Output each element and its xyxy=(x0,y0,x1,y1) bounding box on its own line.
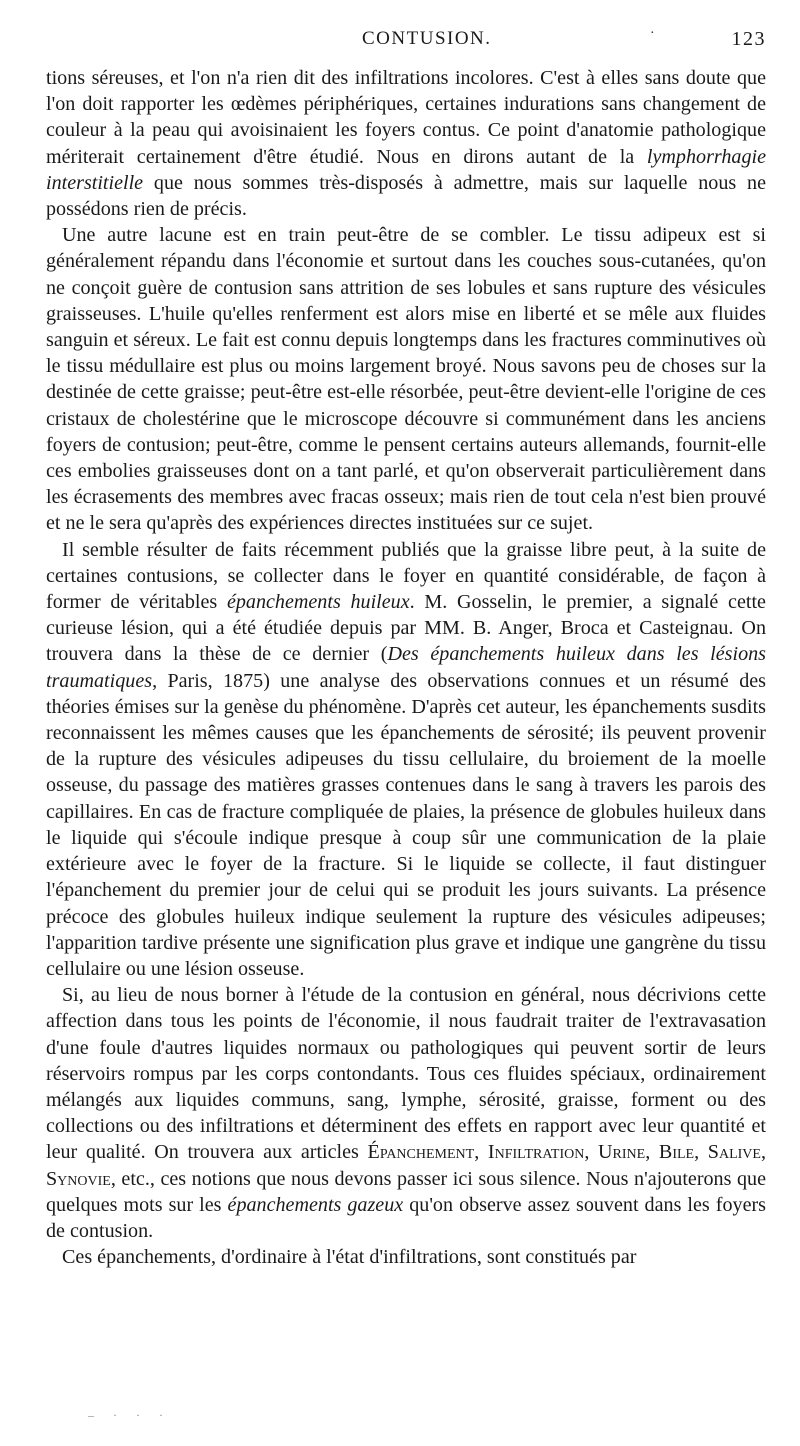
running-title: CONTUSION. xyxy=(362,28,492,49)
text-run: que nous sommes très-disposés à admettre, mais sur laquelle nous ne possédons rien de précis. xyxy=(46,171,766,221)
text-run: , xyxy=(645,1141,659,1164)
page-number: 123 xyxy=(731,28,766,50)
text-run: Ces épanchements, d'ordinaire à l'état d'infiltrations, sont constitués par xyxy=(62,1246,637,1269)
small-caps-text: Urine xyxy=(598,1141,646,1164)
italic-text: Des épanchements huileux dans les lésions traumatiques xyxy=(46,643,766,692)
italic-text: épanchements gazeux xyxy=(227,1193,404,1216)
paragraph xyxy=(46,982,766,1244)
text-run: qu'on observe assez souvent dans les foyers de contusion. xyxy=(46,1193,766,1242)
paragraph xyxy=(46,222,766,536)
text-run: , xyxy=(474,1141,488,1164)
text-run: , etc., ces notions que nous devons passer ici sous silence. Nous n'ajouterons que quelques mots sur les xyxy=(46,1167,766,1216)
paragraph xyxy=(46,537,766,982)
footer-marks: – · · · xyxy=(88,1408,171,1422)
header-mark: · xyxy=(650,26,657,41)
paragraph xyxy=(46,65,766,222)
small-caps-text: Infiltration xyxy=(487,1141,585,1164)
text-run: . M. Gosselin, le premier, a signalé cette curieuse lésion, qui a été étudiée depuis par MM. B. Anger, Broca et Casteignau. On trouvera dans la thèse de ce dernier ( xyxy=(46,591,766,666)
text-run: , xyxy=(760,1141,766,1164)
body-text xyxy=(46,65,766,1270)
text-run: Il semble résulter de faits récemment publiés que la graisse libre peut, à la suite de certaines contusions, se collecter dans le foyer en quantité considérable, de façon à former de véritables xyxy=(46,538,766,614)
small-caps-text: Salive xyxy=(707,1141,761,1164)
italic-text: épanchements huileux xyxy=(226,591,410,614)
italic-text: lymphorrhagie interstitielle xyxy=(46,145,766,194)
paragraph xyxy=(46,1244,766,1270)
running-header xyxy=(46,28,772,58)
text-run: Une autre lacune est en train peut-être de se combler. Le tissu adipeux est si généralement répandu dans l'économie et surtout dans les couches sous-cutanées, qu'on ne conçoit guère de contusion sans attrition de ses lobules et sans rupture des vésicules graisseuses. L'huile qu'elles renferment est alors mise en liberté et se mêle aux fluides sanguin et séreux. Le fait est connu depuis longtemps dans les fractures comminutives où le tissu médullaire est plus ou moins largement broyé. Nous savons peu de choses sur la destinée de cette graisse; peut-être est-elle résorbée, peut-être devient-elle l'origine de ces cristaux de cholestérine que le microscope découvre si communément dans les anciens foyers de contusion; peut-être, comme le pensent certains auteurs allemands, fournit-elle ces embolies graisseuses dont on a tant parlé, et qu'on observerait particulièrement dans les écrasements des membres avec fracas osseux; mais rien de tout cela n'est bien prouvé et ne le sera qu'après des expériences directes instituées sur ce sujet. xyxy=(46,224,766,535)
text-run: , xyxy=(694,1141,708,1164)
text-run: tions séreuses, et l'on n'a rien dit des infiltrations incolores. C'est à elles sans doute que l'on doit rapporter les œdèmes périphériques, certaines indurations sans changement de couleur à la peau qui avoisinaient les foyers contus. Ce point d'anatomie pathologique mériterait certainement d'être étudié. Nous en dirons autant de la xyxy=(46,67,766,168)
small-caps-text: Épanchement xyxy=(367,1141,475,1164)
small-caps-text: Synovie xyxy=(46,1167,111,1190)
text-run: , Paris, 1875) une analyse des observations connues et un résumé des théories émises sur la genèse du phénomène. D'après cet auteur, les épanchements susdits reconnaissent les mêmes causes que les épanchements de sérosité; ils peuvent provenir de la rupture des vésicules adipeuses du tissu cellulaire, du broiement de la moelle osseuse, du passage des matières grasses contenues dans le sang à travers les parois des capillaires. En cas de fracture compliquée de plaies, la présence de globules huileux dans le liquide qui s'écoule indique presque à coup sûr une communication de la plaie extérieure avec le foyer de la fracture. Si le liquide se collecte, il faut distinguer l'épanchement du premier jour de celui qui se produit les jours suivants. La présence précoce des globules huileux indique seulement la rupture des vésicules adipeuses; l'apparition tardive présente une signification plus grave et indique une gangrène du tissu cellulaire ou une lésion osseuse. xyxy=(46,669,766,980)
small-caps-text: Bile xyxy=(658,1141,695,1164)
text-run: , xyxy=(584,1141,599,1164)
text-run: Si, au lieu de nous borner à l'étude de la contusion en général, nous décrivions cette affection dans tous les points de l'économie, il nous faudrait traiter de l'extravasation d'une foule d'autres liquides normaux ou pathologiques qui peuvent sortir de leurs réservoirs rompus par les corps contondants. Tous ces fluides spéciaux, ordinairement mélangés aux liquides communs, sang, lymphe, sérosité, graisse, forment ou des collections ou des infiltrations et déterminent des effets en rapport avec leur quantité et leur qualité. On trouvera aux articles xyxy=(46,984,766,1164)
